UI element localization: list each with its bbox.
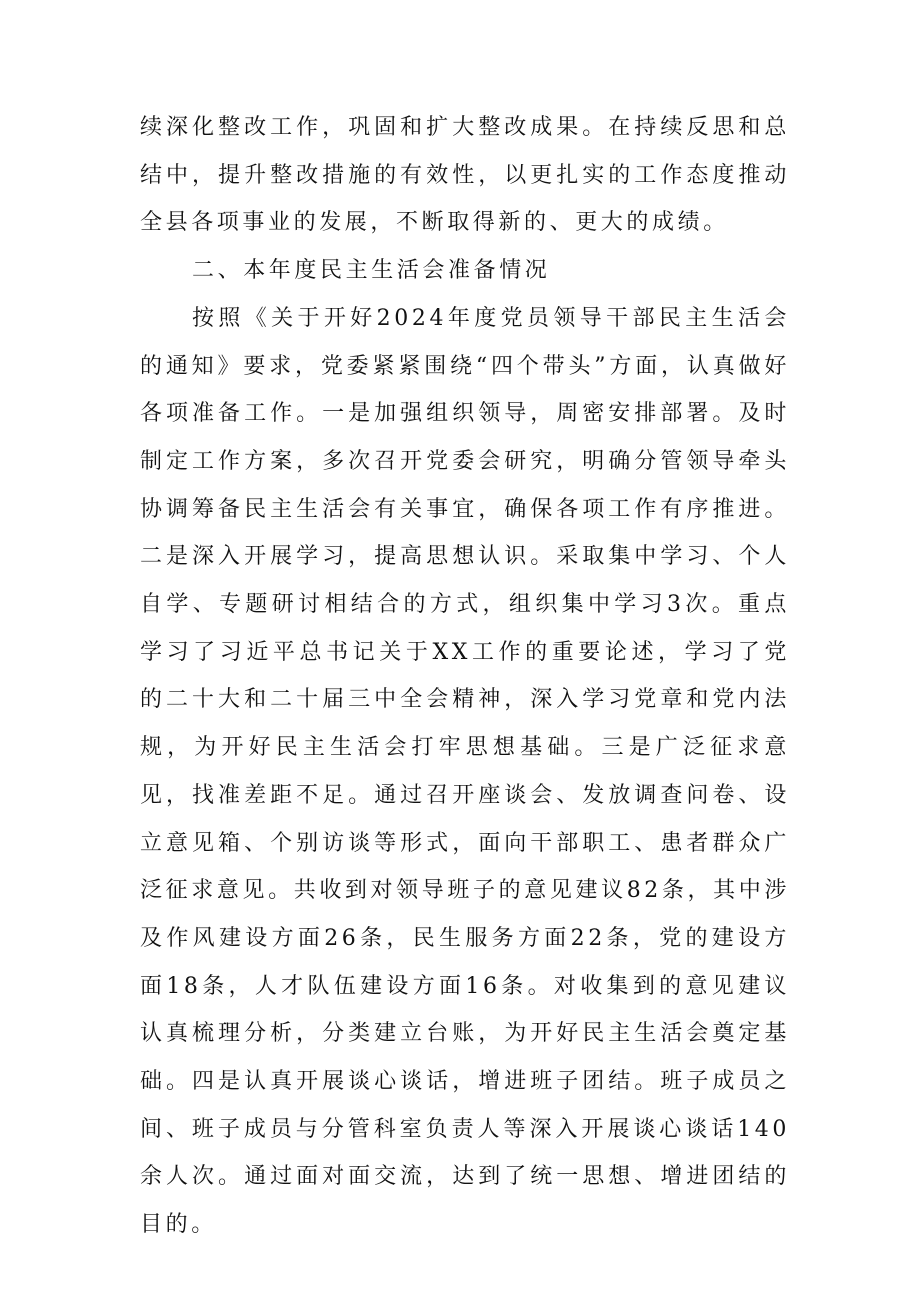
document-body — [140, 104, 790, 1249]
continued-paragraph: 续深化整改工作，巩固和扩大整改成果。在持续反思和总结中，提升整改措施的有效性，以更扎实的工作态度推动全县各项事业的发展，不断取得新的、更大的成绩。 — [140, 115, 790, 236]
section-heading: 二、本年度民主生活会准备情况 — [192, 258, 551, 284]
body-paragraph: 按照《关于开好2024年度党员领导干部民主生活会的通知》要求，党委紧紧围绕“四个带头”方面，认真做好各项准备工作。一是加强组织领导，周密安排部署。及时制定工作方案，多次召开党委会研究，明确分管领导牵头协调筹备民主生活会有关事宜，确保各项工作有序推进。二是深入开展学习，提高思想认识。采取集中学习、个人自学、专题研讨相结合的方式，组织集中学习3次。重点学习了习近平总书记关于XX工作的重要论述，学习了党的二十大和二十届三中全会精神，深入学习党章和党内法规，为开好民主生活会打牢思想基础。三是广泛征求意见，找准差距不足。通过召开座谈会、发放调查问卷、设立意见箱、个别访谈等形式，面向干部职工、患者群众广泛征求意见。共收到对领导班子的意见建议82条，其中涉及作风建设方面26条，民生服务方面22条，党的建设方面18条，人才队伍建设方面16条。对收集到的意见建议认真梳理分析，分类建立台账，为开好民主生活会奠定基础。四是认真开展谈心谈话，增进班子团结。班子成员之间、班子成员与分管科室负责人等深入开展谈心谈话140余人次。通过面对面交流，达到了统一思想、增进团结的目的。 — [140, 305, 790, 1238]
